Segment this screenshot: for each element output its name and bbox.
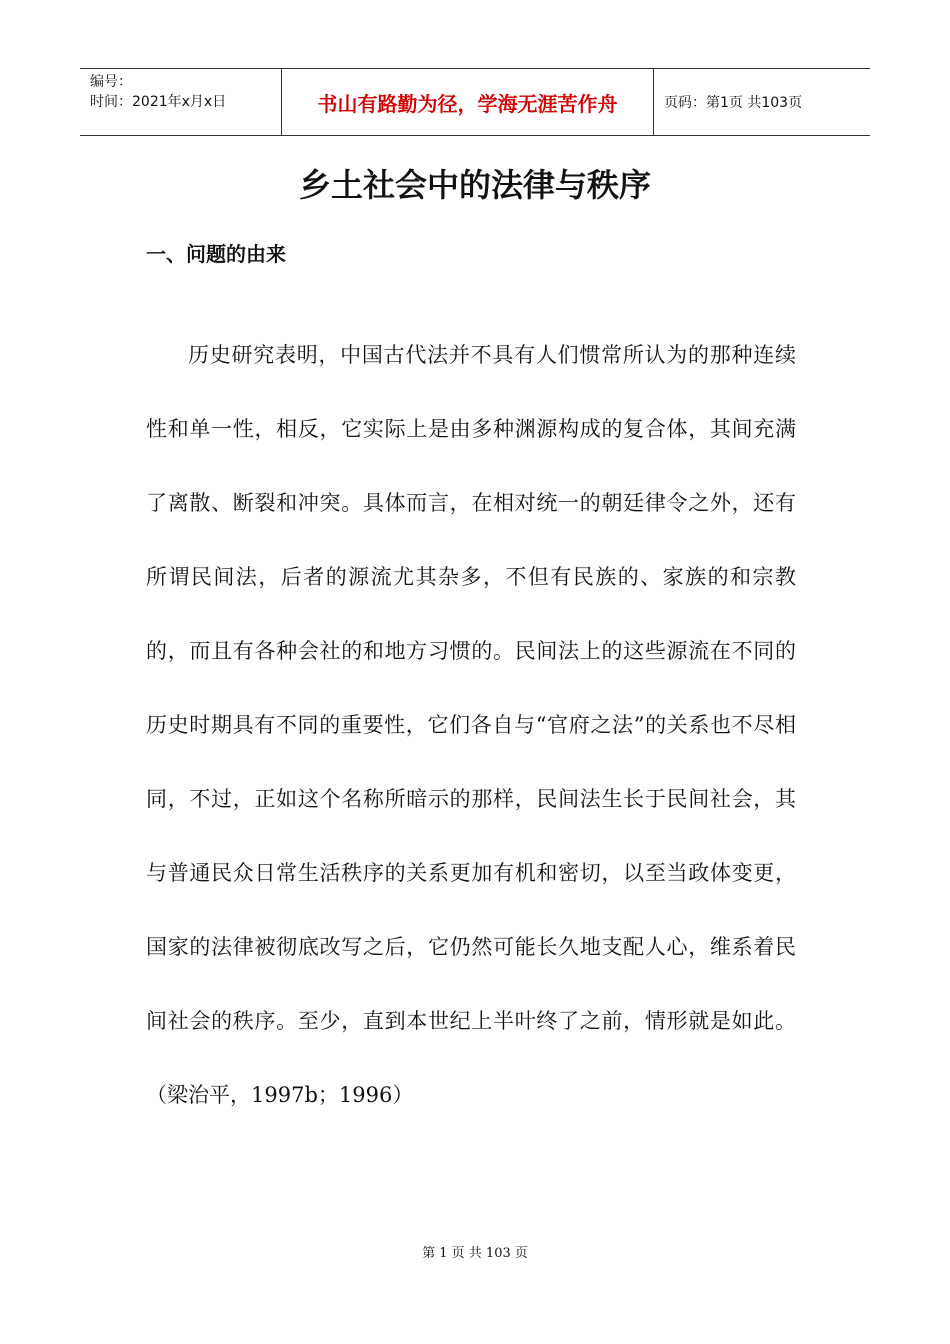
page-footer: 第 1 页 共 103 页 xyxy=(422,1246,528,1261)
document-number-label: 编号： xyxy=(90,74,132,90)
header-page-code: 页码：第1页 共103页 xyxy=(664,95,803,111)
document-header xyxy=(80,68,870,136)
header-motto: 书山有路勤为径，学海无涯苦作舟 xyxy=(282,69,654,135)
section-heading: 一、问题的由来 xyxy=(146,242,286,266)
body-paragraph: 历史研究表明，中国古代法并不具有人们惯常所认为的那种连续性和单一性，相反，它实际上是由多种渊源构成的复合体，其间充满了离散、断裂和冲突。具体而言，在相对统一的朝廷律令之外，还有所谓民间法，后者的源流尤其杂多，不但有民族的、家族的和宗教的，而且有各种会社的和地方习惯的。民间法上的这些源流在不同的历史时期具有不同的重要性，它们各自与“官府之法”的关系也不尽相同，不过，正如这个名称所暗示的那样，民间法生长于民间社会，其与普通民众日常生活秩序的关系更加有机和密切，以至当政体变更，国家的法律被彻底改写之后，它仍然可能长久地支配人心，维系着民间社会的秩序。至少，直到本世纪上半叶终了之前，情形就是如此。（梁治平，1997b；1996） xyxy=(146,343,796,1107)
document-title: 乡土社会中的法律与秩序 xyxy=(298,166,651,204)
header-meta-cell xyxy=(80,69,282,135)
document-time-label: 时间：2021年x月x日 xyxy=(90,94,227,110)
